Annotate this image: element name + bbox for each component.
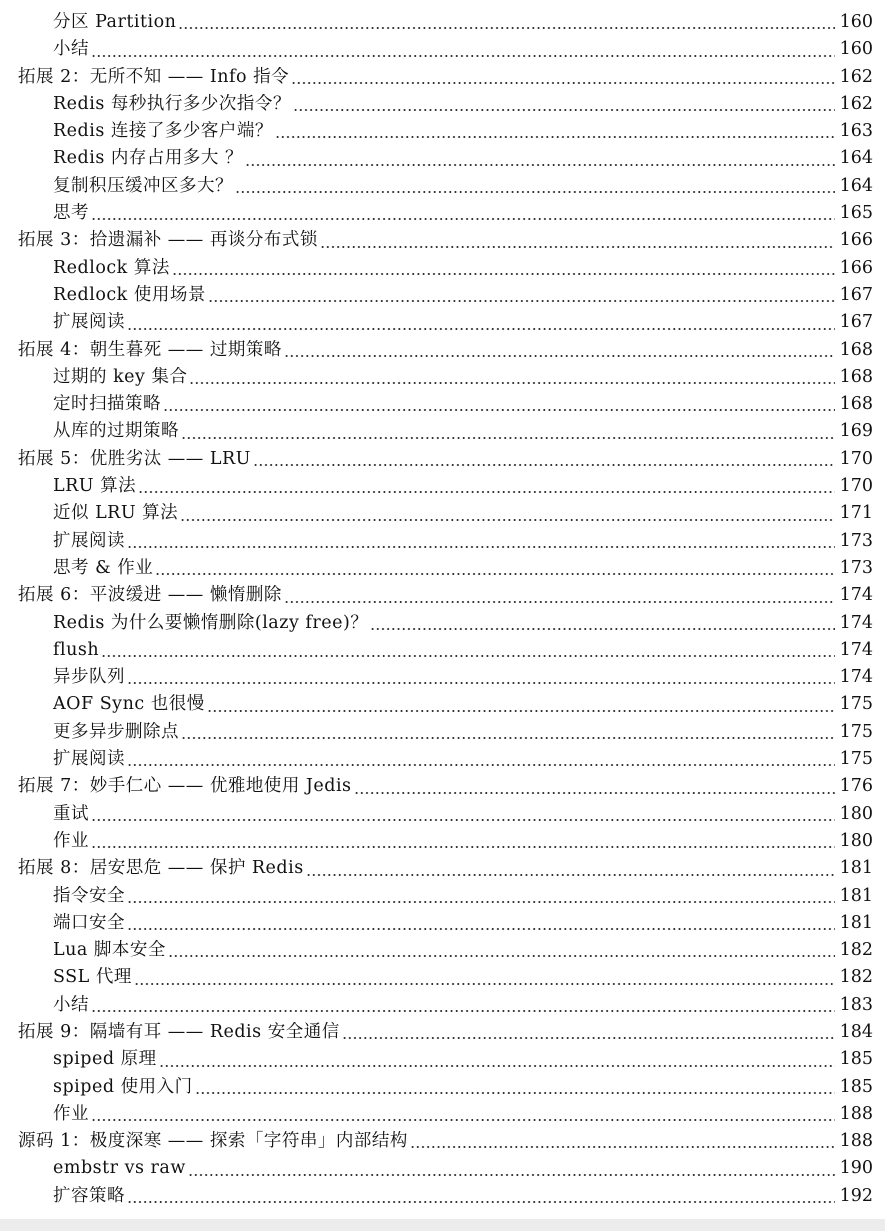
toc-entry-title: 拓展 6：平波缓进 —— 懒惰删除 (18, 585, 282, 606)
toc-chapter-row[interactable] (18, 582, 873, 609)
dot-leader (101, 655, 835, 657)
toc-chapter-row[interactable] (18, 855, 873, 882)
toc-page-number: 182 (839, 967, 873, 988)
toc-entry-title: 小结 (53, 39, 89, 60)
toc-page-number: 173 (839, 530, 873, 551)
toc-page-number: 167 (839, 284, 873, 305)
toc-entry-title: Redlock 算法 (53, 257, 170, 278)
toc-entry-title: 拓展 5：优胜劣汰 —— LRU (18, 448, 251, 469)
dot-leader (127, 901, 835, 903)
toc-section-row[interactable] (18, 828, 873, 855)
toc-entry-title: 扩展阅读 (53, 749, 125, 770)
toc-entry-title: 扩容策略 (53, 1185, 125, 1206)
toc-section-row[interactable] (18, 255, 873, 282)
toc-page-number: 185 (839, 1049, 873, 1070)
toc-page-number: 160 (839, 12, 873, 32)
dot-leader (320, 246, 835, 248)
toc-page-number: 164 (839, 175, 873, 196)
toc-page-number: 184 (839, 1021, 873, 1042)
toc-chapter-row[interactable] (18, 227, 873, 254)
table-of-contents (18, 9, 873, 1210)
toc-section-row[interactable] (18, 691, 873, 718)
toc-entry-title: 作业 (53, 1103, 89, 1124)
toc-entry-title: 扩展阅读 (53, 530, 125, 551)
dot-leader (410, 1146, 835, 1148)
toc-entry-title: SSL 代理 (53, 967, 132, 988)
toc-entry-title: Lua 脚本安全 (53, 940, 166, 961)
toc-entry-title: embstr vs raw (53, 1158, 186, 1179)
dot-leader (178, 27, 835, 29)
toc-entry-title: AOF Sync 也很慢 (53, 694, 205, 715)
toc-entry-title: Redis 连接了多少客户端？ (53, 121, 273, 142)
toc-entry-title: Redis 内存占用多大 ？ (53, 148, 243, 169)
toc-chapter-row[interactable] (18, 446, 873, 473)
toc-chapter-row[interactable] (18, 1128, 873, 1155)
toc-page-number: 163 (839, 121, 873, 142)
dot-leader (138, 491, 835, 493)
toc-section-row[interactable] (18, 910, 873, 937)
toc-section-row[interactable] (18, 173, 873, 200)
toc-chapter-row[interactable] (18, 337, 873, 364)
toc-section-row[interactable] (18, 1155, 873, 1182)
toc-section-row[interactable] (18, 637, 873, 664)
toc-section-row[interactable] (18, 200, 873, 227)
toc-section-row[interactable] (18, 145, 873, 172)
toc-page-number: 181 (839, 885, 873, 906)
toc-entry-title: spiped 使用入门 (53, 1076, 193, 1097)
dot-leader (91, 819, 835, 821)
dot-leader (163, 409, 835, 411)
toc-entry-title: Redlock 使用场景 (53, 284, 206, 305)
toc-section-row[interactable] (18, 610, 873, 637)
dot-leader (127, 764, 835, 766)
toc-page-number: 188 (839, 1131, 873, 1152)
toc-section-row[interactable] (18, 1183, 873, 1210)
toc-section-row[interactable] (18, 664, 873, 691)
dot-leader (159, 1065, 835, 1067)
dot-leader (127, 928, 835, 930)
toc-page-number: 174 (839, 585, 873, 606)
toc-entry-title: 重试 (53, 803, 89, 824)
toc-page-number: 192 (839, 1185, 873, 1206)
toc-chapter-row[interactable] (18, 773, 873, 800)
toc-page-number: 168 (839, 339, 873, 360)
toc-page-number: 162 (839, 66, 873, 87)
toc-section-row[interactable] (18, 309, 873, 336)
dot-leader (253, 464, 835, 466)
toc-page-number: 171 (839, 503, 873, 524)
toc-page-number: 182 (839, 940, 873, 961)
dot-leader (188, 1174, 835, 1176)
dot-leader (284, 355, 835, 357)
dot-leader (235, 191, 835, 193)
toc-section-row[interactable] (18, 528, 873, 555)
toc-section-row[interactable] (18, 9, 873, 36)
toc-section-row[interactable] (18, 801, 873, 828)
dot-leader (168, 955, 835, 957)
toc-page-number: 169 (839, 421, 873, 442)
toc-page-number: 168 (839, 366, 873, 387)
dot-leader (91, 1119, 835, 1121)
page-bottom-edge (0, 1219, 885, 1231)
toc-section-row[interactable] (18, 964, 873, 991)
toc-entry-title: 异步队列 (53, 667, 125, 688)
toc-section-row[interactable] (18, 1074, 873, 1101)
toc-entry-title: 过期的 key 集合 (53, 366, 188, 387)
toc-page-number: 170 (839, 448, 873, 469)
dot-leader (91, 218, 835, 220)
toc-section-row[interactable] (18, 473, 873, 500)
toc-section-row[interactable] (18, 555, 873, 582)
toc-page-number: 167 (839, 312, 873, 333)
dot-leader (293, 109, 835, 111)
toc-entry-title: 拓展 2：无所不知 —— Info 指令 (18, 66, 290, 87)
dot-leader (275, 136, 835, 138)
toc-entry-title: flush (53, 639, 100, 660)
toc-entry-title: 更多异步删除点 (53, 721, 179, 742)
toc-page-number: 183 (839, 994, 873, 1015)
toc-entry-title: 指令安全 (53, 885, 125, 906)
dot-leader (291, 82, 835, 84)
dot-leader (91, 1010, 835, 1012)
dot-leader (127, 328, 835, 330)
toc-page-number: 176 (839, 776, 873, 797)
dot-leader (91, 846, 835, 848)
toc-page-number: 181 (839, 858, 873, 879)
toc-page-number: 170 (839, 476, 873, 497)
dot-leader (306, 874, 835, 876)
toc-section-row[interactable] (18, 118, 873, 145)
toc-page-number: 175 (839, 749, 873, 770)
toc-section-row[interactable] (18, 500, 873, 527)
toc-page-number: 175 (839, 694, 873, 715)
dot-leader (208, 300, 835, 302)
toc-section-row[interactable] (18, 883, 873, 910)
toc-entry-title: 拓展 7：妙手仁心 —— 优雅地使用 Jedis (18, 776, 352, 797)
dot-leader (354, 792, 835, 794)
toc-section-row[interactable] (18, 418, 873, 445)
dot-leader (181, 737, 835, 739)
toc-section-row[interactable] (18, 1101, 873, 1128)
dot-leader (370, 628, 835, 630)
toc-section-row[interactable] (18, 1046, 873, 1073)
toc-entry-title: LRU 算法 (53, 476, 137, 497)
toc-chapter-row[interactable] (18, 64, 873, 91)
toc-page-number: 181 (839, 912, 873, 933)
toc-page-number: 188 (839, 1103, 873, 1124)
toc-section-row[interactable] (18, 937, 873, 964)
toc-entry-title: 思考 (53, 203, 89, 224)
dot-leader (127, 546, 835, 548)
dot-leader (127, 682, 835, 684)
toc-entry-title: 定时扫描策略 (53, 394, 161, 415)
toc-page-number: 185 (839, 1076, 873, 1097)
toc-entry-title: 思考 & 作业 (53, 557, 154, 578)
toc-entry-title: 拓展 8：居安思危 —— 保护 Redis (18, 858, 304, 879)
toc-section-row[interactable] (18, 746, 873, 773)
toc-section-row[interactable] (18, 391, 873, 418)
toc-page-number: 190 (839, 1158, 873, 1179)
toc-page-number: 173 (839, 557, 873, 578)
toc-section-row[interactable] (18, 282, 873, 309)
toc-page-number: 180 (839, 803, 873, 824)
toc-entry-title: 近似 LRU 算法 (53, 503, 179, 524)
toc-page-number: 166 (839, 230, 873, 251)
toc-section-row[interactable] (18, 719, 873, 746)
toc-entry-title: 扩展阅读 (53, 312, 125, 333)
toc-section-row[interactable] (18, 364, 873, 391)
toc-page-number: 174 (839, 639, 873, 660)
toc-page-number: 180 (839, 830, 873, 851)
toc-entry-title: 源码 1：极度深寒 —— 探索「字符串」内部结构 (18, 1131, 408, 1152)
dot-leader (245, 164, 835, 166)
dot-leader (195, 1092, 835, 1094)
toc-page-number: 174 (839, 612, 873, 633)
toc-page-number: 168 (839, 394, 873, 415)
dot-leader (181, 437, 835, 439)
toc-entry-title: 拓展 9：隔墙有耳 —— Redis 安全通信 (18, 1021, 340, 1042)
dot-leader (172, 273, 835, 275)
dot-leader (134, 983, 835, 985)
toc-page-number: 174 (839, 667, 873, 688)
toc-page-number: 165 (839, 203, 873, 224)
dot-leader (342, 1037, 835, 1039)
toc-entry-title: Redis 为什么要懒惰删除(lazy free)？ (53, 612, 369, 633)
toc-entry-title: 拓展 3：拾遗漏补 —— 再谈分布式锁 (18, 230, 318, 251)
dot-leader (155, 573, 835, 575)
toc-section-row[interactable] (18, 91, 873, 118)
toc-page-number: 164 (839, 148, 873, 169)
toc-entry-title: 分区 Partition (53, 12, 177, 32)
toc-entry-title: 端口安全 (53, 912, 125, 933)
toc-entry-title: 拓展 4：朝生暮死 —— 过期策略 (18, 339, 282, 360)
dot-leader (189, 382, 835, 384)
toc-chapter-row[interactable] (18, 1019, 873, 1046)
toc-entry-title: spiped 原理 (53, 1049, 157, 1070)
dot-leader (91, 55, 835, 57)
toc-entry-title: Redis 每秒执行多少次指令？ (53, 93, 291, 114)
dot-leader (207, 710, 835, 712)
dot-leader (180, 519, 835, 521)
dot-leader (284, 601, 835, 603)
toc-section-row[interactable] (18, 992, 873, 1019)
toc-entry-title: 小结 (53, 994, 89, 1015)
dot-leader (127, 1201, 835, 1203)
toc-page-number: 166 (839, 257, 873, 278)
toc-entry-title: 作业 (53, 830, 89, 851)
toc-page-number: 160 (839, 39, 873, 60)
toc-page-number: 162 (839, 93, 873, 114)
toc-section-row[interactable] (18, 36, 873, 63)
toc-page-number: 175 (839, 721, 873, 742)
toc-entry-title: 从库的过期策略 (53, 421, 179, 442)
toc-entry-title: 复制积压缓冲区多大？ (53, 175, 233, 196)
